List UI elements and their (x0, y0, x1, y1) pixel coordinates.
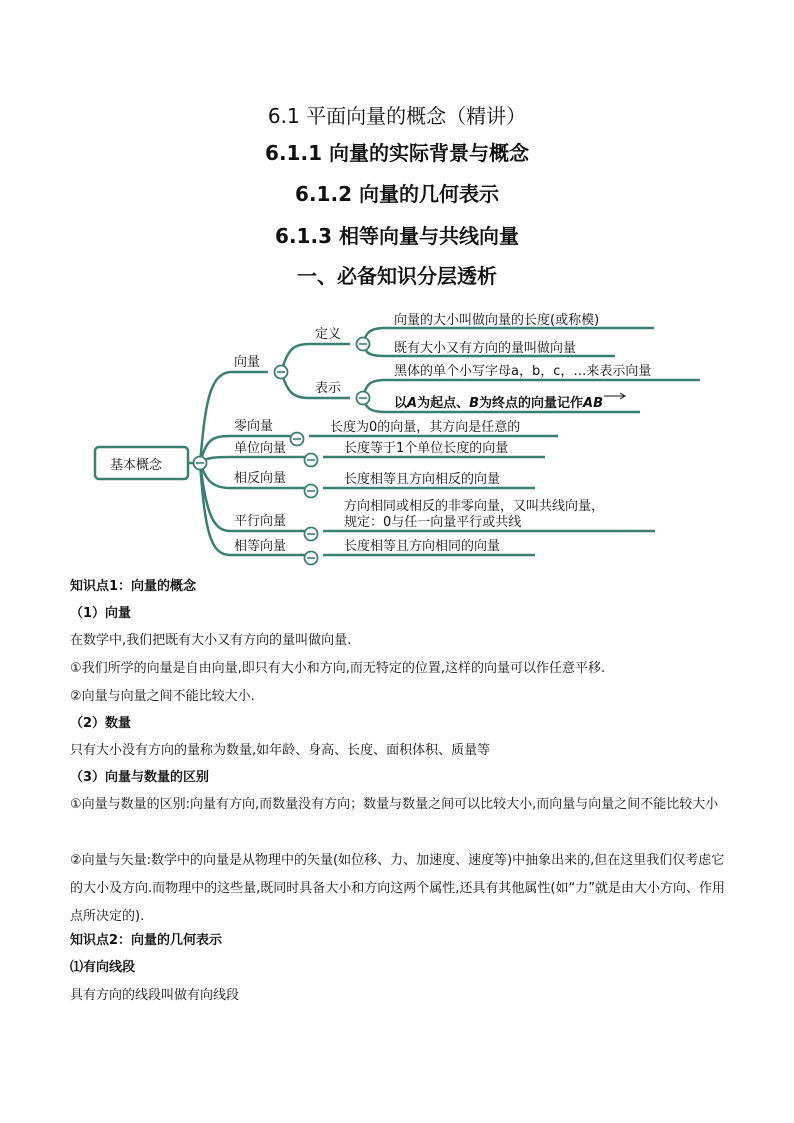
unit-vector-label: 单位向量 (234, 441, 287, 456)
title-line-4: 6.1.3 相等向量与共线向量 (275, 224, 519, 248)
equal-vector-desc: 长度相等且方向相同的向量 (344, 539, 501, 554)
subheading-scalar: （2）数量 (70, 716, 132, 731)
definition-item-1: 向量的大小叫做向量的长度(或称模) (394, 313, 600, 328)
vector-arrow-icon (604, 393, 625, 399)
title-line-3: 6.1.2 向量的几何表示 (295, 182, 499, 206)
knowledge-point-2-heading: 知识点2：向量的几何表示 (70, 933, 223, 948)
title-line-2: 6.1.1 向量的实际背景与概念 (265, 141, 529, 165)
concept-mindmap (0, 300, 794, 570)
root-label: 基本概念 (110, 458, 163, 473)
zero-vector-desc: 长度为0的向量，其方向是任意的 (330, 420, 521, 435)
paragraph-difference: ①向量与数量的区别:向量有方向,而数量没有方向；数量与数量之间可以比较大小,而向量与向量之间不能比较大小 (70, 797, 719, 812)
parallel-vector-desc-1: 方向相同或相反的非零向量，又叫共线向量， (344, 499, 605, 514)
paragraph-directed-segment: 具有方向的线段叫做有向线段 (70, 988, 240, 1003)
representation-item-1: 黑体的单个小写字母a，b，c，…来表示向量 (394, 364, 652, 379)
parallel-vector-desc-2: 规定：0与任一向量平行或共线 (344, 515, 522, 530)
zero-vector-label: 零向量 (234, 419, 274, 434)
equal-vector-label: 相等向量 (234, 539, 287, 554)
paragraph-vector-vs-physics: ②向量与矢量:数学中的向量是从物理中的矢量(如位移、力、加速度、速度等)中抽象出来的,但在这里我们仅考虑它的大小及方向.而物理中的这些量,既同时具备大小和方向这两个属性,还具有其他属性(如“力”就是由大小方向、作用点所决定的). (70, 853, 725, 924)
subheading-difference: （3）向量与数量的区别 (70, 770, 210, 785)
paragraph-scalar-def: 只有大小没有方向的量称为数量,如年龄、身高、长度、面积体积、质量等 (70, 743, 491, 758)
subheading-vector: （1）向量 (70, 606, 132, 621)
paragraph-no-compare: ②向量与向量之间不能比较大小. (70, 689, 255, 704)
title-line-1: 6.1 平面向量的概念（精讲） (267, 104, 527, 128)
section-heading: 一、必备知识分层透析 (297, 264, 497, 288)
vector-label: 向量 (234, 355, 261, 370)
opposite-vector-desc: 长度相等且方向相反的向量 (344, 472, 501, 487)
definition-item-2: 既有大小又有方向的量叫做向量 (394, 341, 577, 356)
subheading-directed-segment: ⑴有向线段 (70, 960, 136, 975)
representation-item-2: 以A为起点、B为终点的向量记作AB (394, 396, 604, 411)
parallel-vector-label: 平行向量 (234, 514, 287, 529)
vector-ab-symbol: AB (583, 396, 604, 411)
representation-label: 表示 (315, 381, 342, 396)
opposite-vector-label: 相反向量 (234, 471, 287, 486)
unit-vector-desc: 长度等于1个单位长度的向量 (344, 441, 509, 456)
paragraph-vector-def: 在数学中,我们把既有大小又有方向的量叫做向量. (70, 633, 352, 648)
paragraph-free-vector: ①我们所学的向量是自由向量,即只有大小和方向,而无特定的位置,这样的向量可以作任意平移. (70, 661, 606, 676)
knowledge-point-1-heading: 知识点1：向量的概念 (70, 579, 197, 594)
definition-label: 定义 (315, 327, 342, 342)
